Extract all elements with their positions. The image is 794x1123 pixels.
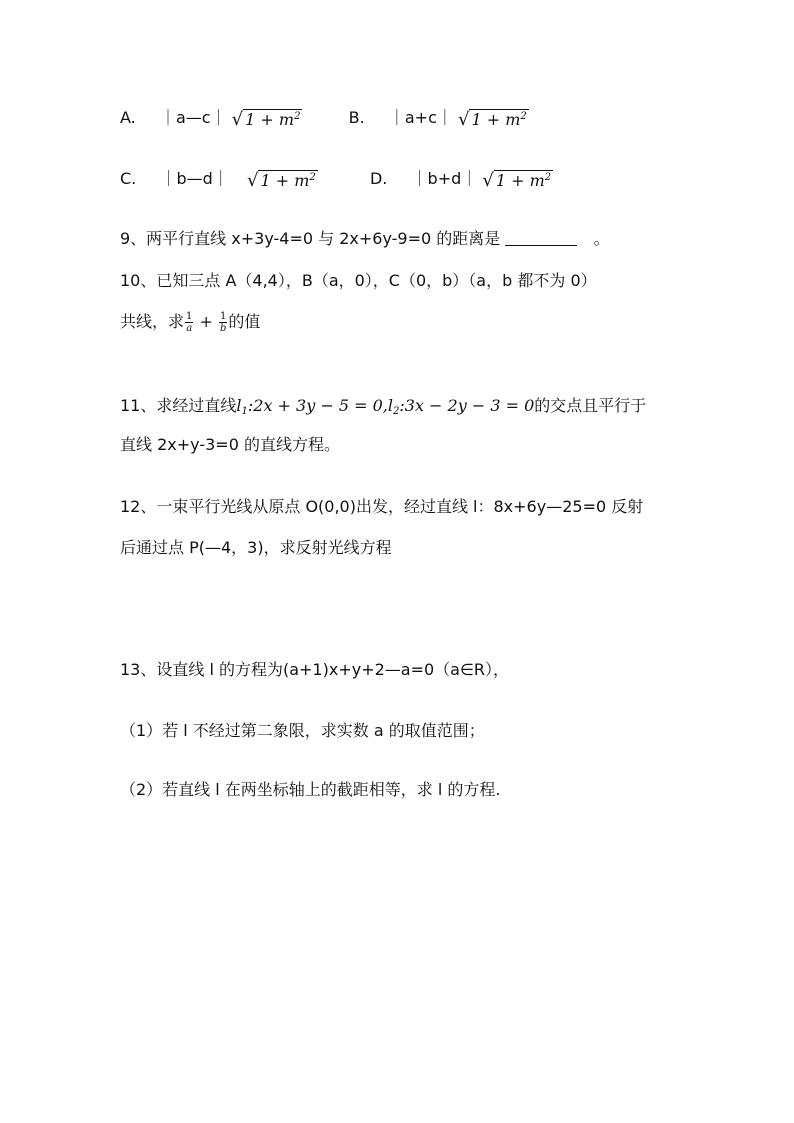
plus-sign: +: [194, 312, 218, 331]
question-11-prefix: 11、求经过直线: [120, 396, 237, 415]
question-13-part1: （1）若 l 不经过第二象限，求实数 a 的取值范围；: [120, 721, 485, 740]
fraction-1-over-a: [185, 311, 193, 334]
option-d: [369, 169, 553, 191]
fraction-1-num: 1: [186, 311, 193, 322]
option-a-label: A.: [120, 108, 136, 127]
fraction-1-den: a: [186, 323, 193, 334]
question-10-line1: 10、已知三点 A（4,4），B（a，0），C（0，b）（a，b 都不为 0）: [120, 271, 597, 290]
line-l1-equation: :2x + 3y − 5 = 0,: [247, 396, 388, 415]
option-b-exp: 2: [520, 111, 527, 122]
question-13-part2: （2）若直线 l 在两坐标轴上的截距相等，求 l 的方程.: [120, 780, 501, 799]
l2-subscript: 2: [393, 406, 400, 417]
question-13-line1: 13、设直线 l 的方程为(a+1)x+y+2—a=0（a∈R），: [120, 660, 510, 679]
line-l2-equation: :3x − 2y − 3 = 0: [399, 396, 535, 415]
option-b-root: 1 + m: [471, 110, 521, 129]
question-12-line1: 12、一束平行光线从原点 O(0,0)出发，经过直线 l：8x+6y—25=0 反射: [120, 497, 644, 516]
question-10-suffix: 的值: [228, 312, 261, 331]
answer-blank[interactable]: [505, 229, 577, 246]
option-b-label: B.: [348, 108, 365, 127]
option-c-exp: 2: [309, 172, 316, 183]
fraction-2-den: b: [219, 323, 227, 334]
option-a-sqrt: √ $1 + m^2$: [231, 109, 301, 130]
option-b-expr: ｜a+c｜: [388, 108, 453, 127]
fraction-1-over-b: [219, 311, 227, 334]
option-c-root: 1 + m: [260, 171, 310, 190]
question-11-line1: [120, 394, 646, 424]
line-l1-symbol: [236, 396, 248, 415]
l1-subscript: 1: [241, 406, 248, 417]
l1-letter: l: [236, 396, 242, 415]
option-d-sqrt: √ $1 + m^2$: [482, 170, 552, 191]
line-l2-symbol: [388, 396, 400, 415]
l2-letter: l: [387, 396, 393, 415]
question-10-line2: [120, 310, 260, 334]
option-b: [348, 108, 529, 130]
option-a-exp: 2: [294, 111, 301, 122]
option-row-ab: [120, 105, 529, 132]
option-c: [120, 169, 323, 191]
question-11-suffix: 的交点且平行于: [534, 396, 647, 415]
option-d-expr: ｜b+d｜: [411, 169, 478, 188]
option-c-expr: ｜b—d｜: [160, 169, 229, 188]
option-a-expr: ｜a—c｜: [159, 108, 227, 127]
option-d-label: D.: [369, 169, 388, 188]
question-9-text: 9、两平行直线 x+3y-4=0 与 2x+6y-9=0 的距离是: [120, 229, 501, 248]
option-row-cd: [120, 166, 553, 193]
question-9: [120, 227, 610, 251]
question-9-end: 。: [593, 229, 610, 248]
fraction-2-num: 1: [219, 311, 227, 322]
option-d-exp: 2: [544, 172, 552, 183]
option-d-root: 1 + m: [495, 171, 545, 190]
option-b-sqrt: √ $1 + m^2$: [457, 109, 527, 130]
question-10-prefix: 共线，求: [120, 312, 185, 331]
option-a-root: 1 + m: [245, 110, 295, 129]
option-a: [120, 108, 308, 130]
question-11-line2: 直线 2x+y-3=0 的直线方程。: [120, 435, 340, 454]
option-c-label: C.: [120, 169, 137, 188]
option-c-sqrt: √ $1 + m^2$: [246, 170, 316, 191]
question-12-line2: 后通过点 P(—4，3)，求反射光线方程: [120, 538, 392, 557]
